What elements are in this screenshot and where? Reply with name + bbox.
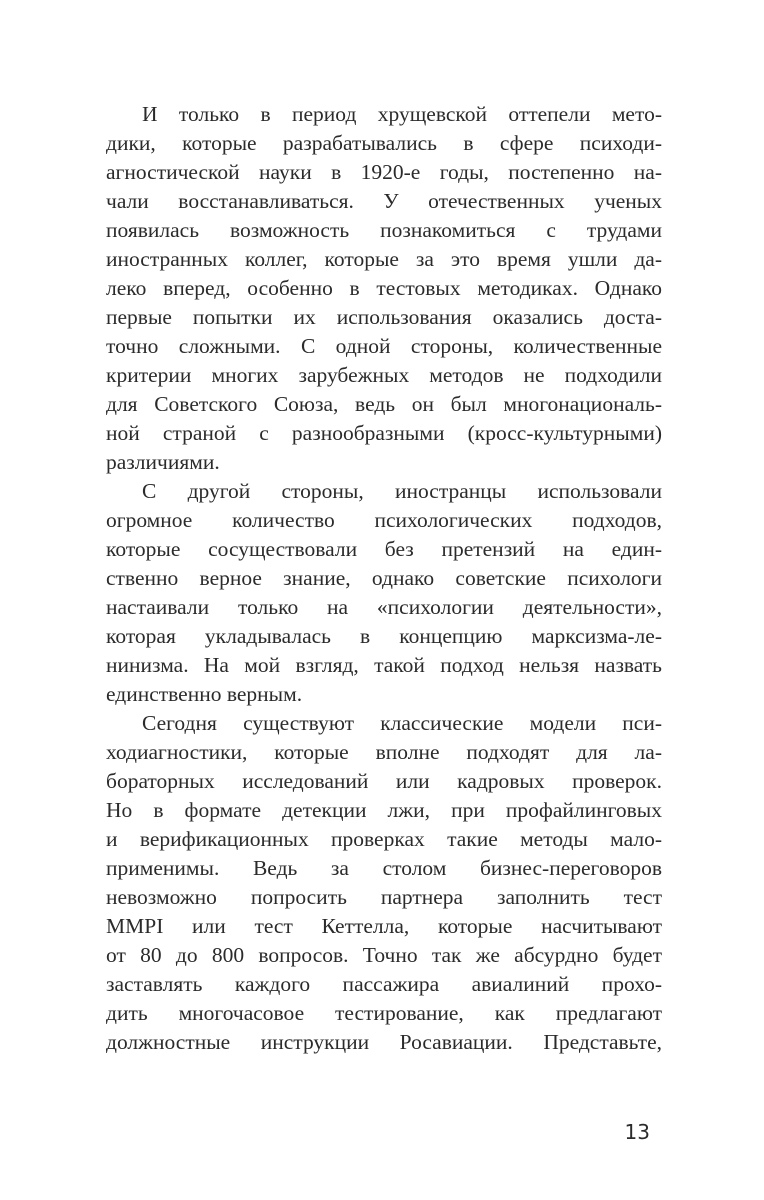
text-line: применимы. Ведь за столом бизнес-переговоров <box>106 856 662 880</box>
text-line: иностранных коллег, которые за это время ушли да- <box>106 247 662 271</box>
text-line: которая укладывалась в концепцию марксизма-ле- <box>106 624 662 648</box>
page-body <box>106 100 662 1057</box>
paragraph <box>106 100 662 477</box>
text-line: должностные инструкции Росавиации. Представьте, <box>106 1030 662 1054</box>
text-line: дики, которые разрабатывались в сфере психоди- <box>106 131 662 155</box>
text-line: леко вперед, особенно в тестовых методиках. Однако <box>106 276 662 300</box>
text-line: единственно верным. <box>106 682 303 706</box>
text-line: ходиагностики, которые вполне подходят для ла- <box>106 740 662 764</box>
text-line: агностической науки в 1920-е годы, постепенно на- <box>106 160 662 184</box>
text-line: и верификационных проверках такие методы мало- <box>106 827 662 851</box>
text-line: появилась возможность познакомиться с трудами <box>106 218 662 242</box>
text-line: И только в период хрущевской оттепели мето- <box>142 102 662 126</box>
paragraph <box>106 709 662 1057</box>
text-line: для Советского Союза, ведь он был многонациональ- <box>106 392 662 416</box>
page-number: 13 <box>624 1120 650 1144</box>
text-line: точно сложными. С одной стороны, количественные <box>106 334 662 358</box>
text-line: бораторных исследований или кадровых проверок. <box>106 769 662 793</box>
paragraph <box>106 477 662 709</box>
text-line: от 80 до 800 вопросов. Точно так же абсурдно будет <box>106 943 662 967</box>
text-line: MMPI или тест Кеттелла, которые насчитывают <box>106 914 662 938</box>
text-line: критерии многих зарубежных методов не подходили <box>106 363 662 387</box>
text-line: дить многочасовое тестирование, как предлагают <box>106 1001 662 1025</box>
text-line: С другой стороны, иностранцы использовали <box>142 479 662 503</box>
text-line: чали восстанавливаться. У отечественных ученых <box>106 189 662 213</box>
text-line: различиями. <box>106 450 220 474</box>
text-line: невозможно попросить партнера заполнить тест <box>106 885 662 909</box>
text-line: ственно верное знание, однако советские психологи <box>106 566 662 590</box>
text-line: огромное количество психологических подходов, <box>106 508 662 532</box>
text-line: ной страной с разнообразными (кросс-культурными) <box>106 421 662 445</box>
text-line: Сегодня существуют классические модели пси- <box>142 711 662 735</box>
text-line: нинизма. На мой взгляд, такой подход нельзя назвать <box>106 653 662 677</box>
text-line: которые сосуществовали без претензий на един- <box>106 537 662 561</box>
text-line: первые попытки их использования оказались доста- <box>106 305 662 329</box>
text-line: Но в формате детекции лжи, при профайлинговых <box>106 798 662 822</box>
text-line: заставлять каждого пассажира авиалиний прохо- <box>106 972 662 996</box>
text-line: настаивали только на «психологии деятельности», <box>106 595 662 619</box>
